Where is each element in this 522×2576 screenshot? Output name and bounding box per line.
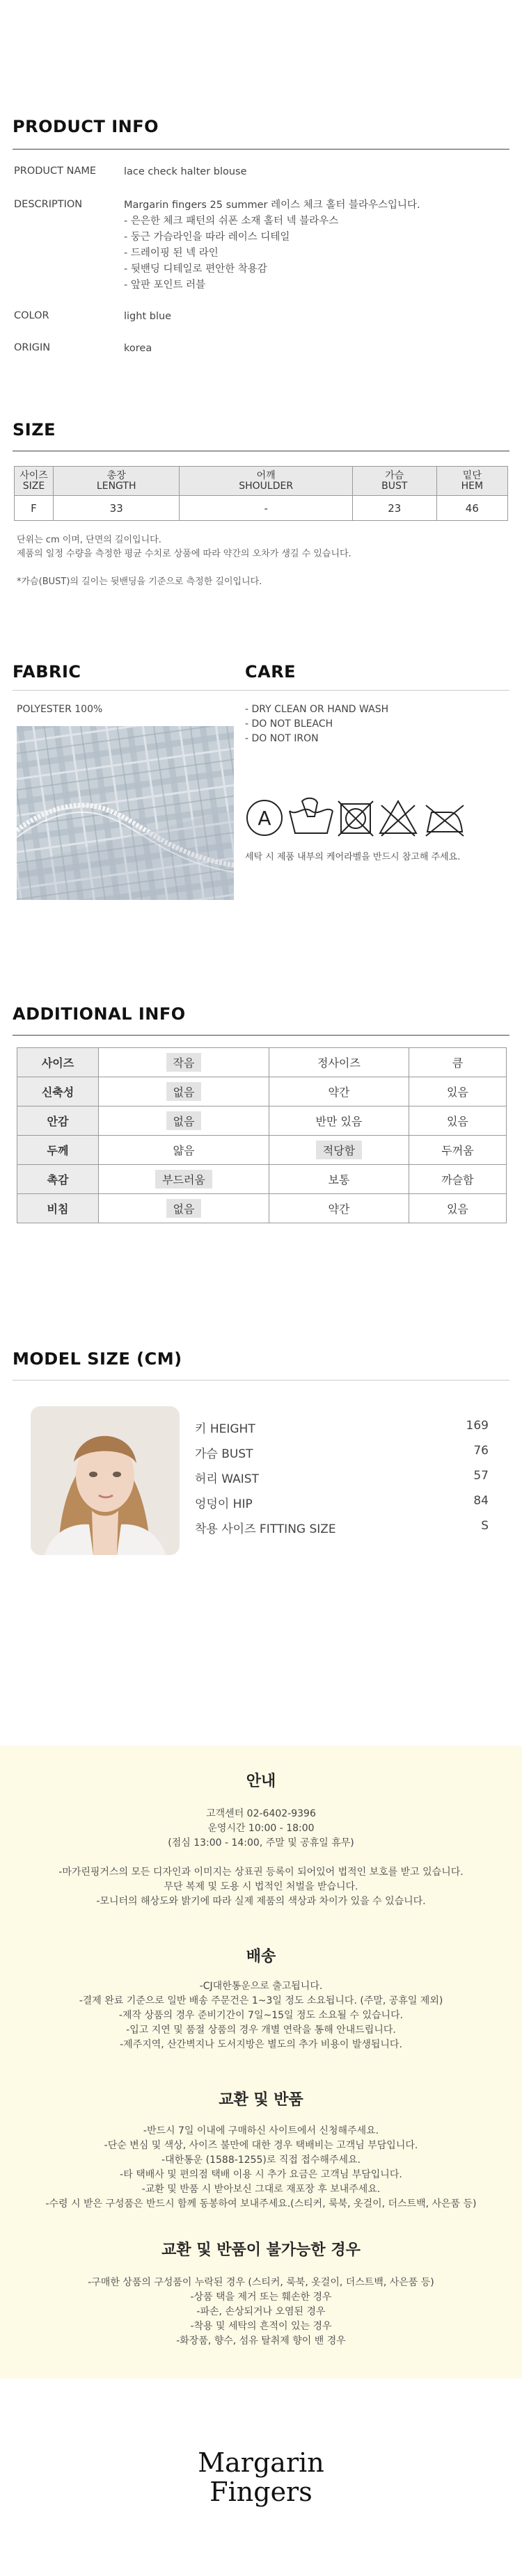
- option-label: 약간: [328, 1086, 350, 1099]
- origin-label: ORIGIN: [14, 342, 51, 353]
- fabric-swatch-image: [17, 726, 234, 900]
- additional-info-option: [409, 1077, 506, 1106]
- additional-info-table: [17, 1047, 507, 1223]
- model-photo: [31, 1406, 180, 1555]
- notice-line: -구매한 상품의 구성품이 누락된 경우 (스티커, 룩북, 옷걸이, 더스트백, 사은품 등): [88, 2277, 434, 2288]
- model-fitting-value: S: [481, 1519, 489, 1533]
- description-line: - 드레이핑 된 넥 라인: [124, 248, 219, 259]
- notice-noexchange-text: [0, 2276, 522, 2349]
- notice-line: (점심 13:00 - 14:00, 주말 및 공휴일 휴무): [168, 1837, 354, 1849]
- option-label: 정사이즈: [317, 1056, 361, 1070]
- no-wring-icon: [338, 801, 373, 836]
- notice-line: -상품 택을 제거 또는 훼손한 경우: [190, 2292, 332, 2303]
- fabric-composition: POLYESTER 100%: [17, 704, 103, 715]
- additional-info-option: [269, 1194, 409, 1223]
- notice-shipping-text: [0, 1979, 522, 2052]
- notice-line: -마가린핑거스의 모든 디자인과 이미지는 상표권 등록이 되어있어 법적인 보호를 받고 있습니다.: [58, 1867, 464, 1878]
- size-cell: F: [15, 496, 54, 521]
- notice-line: -단순 변심 및 색상, 사이즈 불만에 대한 경우 택배비는 고객님 부담입니다.: [104, 2140, 418, 2151]
- selected-option: 작음: [166, 1053, 202, 1072]
- model-hip-label: 엉덩이 HIP: [195, 1497, 253, 1511]
- additional-info-option: [99, 1106, 269, 1136]
- model-waist-label: 허리 WAIST: [195, 1472, 259, 1486]
- care-title: CARE: [245, 662, 296, 682]
- additional-info-option: [409, 1194, 506, 1223]
- notice-line: -모니터의 해상도와 밝기에 따라 실제 제품의 색상과 차이가 있을 수 있습니다.: [96, 1896, 426, 1907]
- color-value: light blue: [124, 311, 172, 322]
- additional-info-label: 신축성: [17, 1077, 99, 1106]
- care-symbols: [245, 796, 468, 840]
- size-note: 제품의 일정 수량을 측정한 평균 수치로 상품에 따라 약간의 오차가 생길 수 있습니다.: [17, 549, 351, 559]
- notice-line: -제주지역, 산간벽지나 도서지방은 별도의 추가 비용이 발생됩니다.: [120, 2039, 402, 2050]
- additional-info-label: 두께: [17, 1136, 99, 1165]
- additional-info-option: [99, 1136, 269, 1165]
- size-header-cell: 사이즈 SIZE: [15, 467, 54, 496]
- size-note: *가슴(BUST)의 길이는 뒷밴딩을 기준으로 측정한 길이입니다.: [17, 577, 262, 587]
- notice-line: [0, 1851, 522, 1865]
- notice-line: -반드시 7일 이내에 구매하신 사이트에서 신청해주세요.: [143, 2125, 379, 2136]
- notice-line: -수령 시 받은 구성품은 반드시 함께 동봉하여 보내주세요.(스티커, 룩북, 옷걸이, 더스트백, 사은품 등): [45, 2198, 477, 2209]
- description-line: - 앞판 포인트 러블: [124, 280, 206, 291]
- care-line: - DO NOT BLEACH: [245, 718, 333, 730]
- length-header-cell: 총장 LENGTH: [54, 467, 180, 496]
- notice-line: 무단 복제 및 도용 시 법적인 처벌을 받습니다.: [164, 1881, 358, 1892]
- size-table: [14, 466, 508, 521]
- brand-logo-line: Fingers: [209, 2477, 313, 2507]
- notice-exchange-title: 교환 및 반품: [219, 2091, 303, 2109]
- brand-logo: [0, 2448, 522, 2506]
- option-label: 약간: [328, 1202, 350, 1216]
- care-line: - DRY CLEAN OR HAND WASH: [245, 704, 389, 715]
- additional-info-row: [17, 1048, 507, 1077]
- notice-line: -화장품, 향수, 섬유 탈취제 향이 밴 경우: [176, 2335, 346, 2346]
- shoulder-header-cell: 어깨 SHOULDER: [180, 467, 353, 496]
- shoulder-cell: -: [180, 496, 353, 521]
- additional-info-option: [409, 1165, 506, 1194]
- description-line: - 은은한 체크 패턴의 쉬폰 소재 홀터 넥 블라우스: [124, 216, 339, 227]
- length-cell: 33: [54, 496, 180, 521]
- option-label: 있음: [446, 1202, 468, 1216]
- notice-guide-text: [0, 1807, 522, 1909]
- option-label: 까슬함: [441, 1173, 474, 1186]
- no-bleach-icon: [380, 801, 416, 836]
- notice-exchange-text: [0, 2124, 522, 2212]
- additional-info-row: [17, 1077, 507, 1106]
- hand-wash-icon: [290, 798, 333, 833]
- svg-text:A: A: [258, 807, 271, 830]
- additional-info-row: [17, 1106, 507, 1136]
- selected-option: 없음: [166, 1082, 202, 1101]
- bust-cell: 23: [352, 496, 436, 521]
- hem-header-cell: 밑단 HEM: [436, 467, 507, 496]
- option-label: 반만 있음: [315, 1115, 363, 1128]
- additional-info-row: [17, 1165, 507, 1194]
- additional-info-rule: [13, 1035, 509, 1036]
- model-hip-value: 84: [473, 1494, 489, 1508]
- brand-logo-line: Margarin: [198, 2447, 324, 2478]
- dry-clean-icon: [247, 800, 282, 835]
- option-label: 보통: [328, 1173, 350, 1186]
- notice-line: -착용 및 세탁의 흔적이 있는 경우: [190, 2321, 332, 2332]
- product-name-label: PRODUCT NAME: [14, 166, 97, 177]
- size-title: SIZE: [13, 420, 56, 440]
- size-table-header: [15, 467, 508, 496]
- notice-line: -교환 및 반품 시 받아보신 그대로 재포장 후 보내주세요.: [141, 2184, 381, 2195]
- additional-info-option: [409, 1048, 506, 1077]
- notice-line: 고객센터 02-6402-9396: [206, 1808, 316, 1819]
- selected-option: 없음: [166, 1199, 202, 1218]
- additional-info-title: ADDITIONAL INFO: [13, 1004, 186, 1024]
- fabric-title: FABRIC: [13, 662, 81, 682]
- option-label: 두꺼움: [441, 1144, 474, 1157]
- model-height-label: 키 HEIGHT: [195, 1422, 255, 1436]
- additional-info-label: 비침: [17, 1194, 99, 1223]
- notice-line: -파손, 손상되거나 오염된 경우: [196, 2306, 326, 2317]
- additional-info-option: [99, 1165, 269, 1194]
- model-fitting-label: 착용 사이즈 FITTING SIZE: [195, 1522, 336, 1536]
- additional-info-row: [17, 1136, 507, 1165]
- care-note: 세탁 시 제품 내부의 케어라벨을 반드시 참고해 주세요.: [245, 852, 461, 862]
- bust-header-cell: 가슴 BUST: [352, 467, 436, 496]
- notice-shipping-title: 배송: [246, 1948, 276, 1965]
- model-bust-label: 가슴 BUST: [195, 1447, 253, 1461]
- product-info-rule: [13, 149, 509, 150]
- option-label: 얇음: [173, 1144, 195, 1157]
- option-label: 큼: [452, 1056, 464, 1070]
- option-label: 있음: [446, 1086, 468, 1099]
- additional-info-label: 사이즈: [17, 1048, 99, 1077]
- description-label: DESCRIPTION: [14, 199, 83, 210]
- product-info-title: PRODUCT INFO: [13, 117, 159, 136]
- description-value: [124, 198, 420, 293]
- additional-info-option: [409, 1106, 506, 1136]
- additional-info-option: [269, 1136, 409, 1165]
- notice-line: -타 택배사 및 편의점 택배 이용 시 추가 요금은 고객님 부담입니다.: [120, 2169, 402, 2180]
- model-size-title: MODEL SIZE (CM): [13, 1349, 182, 1369]
- size-table-row: [15, 496, 508, 521]
- care-line: - DO NOT IRON: [245, 733, 319, 744]
- product-name-value: lace check halter blouse: [124, 166, 247, 177]
- model-bust-value: 76: [473, 1444, 489, 1458]
- additional-info-option: [269, 1048, 409, 1077]
- option-label: 있음: [446, 1115, 468, 1128]
- notice-line: -제작 상품의 경우 준비기간이 7일~15일 정도 소요될 수 있습니다.: [118, 2010, 404, 2021]
- fabric-care-rule: [13, 690, 509, 691]
- additional-info-row: [17, 1194, 507, 1223]
- notice-line: 운영시간 10:00 - 18:00: [207, 1823, 315, 1834]
- additional-info-option: [269, 1106, 409, 1136]
- origin-value: korea: [124, 343, 152, 354]
- additional-info-option: [269, 1077, 409, 1106]
- selected-option: 적당함: [316, 1141, 362, 1159]
- notice-guide-title: 안내: [246, 1773, 276, 1790]
- selected-option: 부드러움: [155, 1170, 212, 1189]
- description-line: - 뒷밴딩 디테일로 편안한 착용감: [124, 264, 267, 275]
- notice-line: -결제 완료 기준으로 일반 배송 주문건은 1~3일 정도 소요됩니다. (주말, 공휴일 제외): [79, 1995, 443, 2006]
- hem-cell: 46: [436, 496, 507, 521]
- description-line: - 둥근 가슴라인을 따라 레이스 디테일: [124, 232, 290, 243]
- no-iron-icon: [426, 805, 464, 836]
- model-waist-value: 57: [473, 1469, 489, 1483]
- description-line: Margarin fingers 25 summer 레이스 체크 홀터 블라우스입니다.: [124, 200, 420, 211]
- notice-noexchange-title: 교환 및 반품이 불가능한 경우: [161, 2241, 361, 2259]
- additional-info-option: [99, 1077, 269, 1106]
- additional-info-label: 안감: [17, 1106, 99, 1136]
- notice-line: -CJ대한통운으로 출고됩니다.: [199, 1981, 323, 1992]
- additional-info-option: [269, 1165, 409, 1194]
- additional-info-option: [99, 1048, 269, 1077]
- model-height-value: 169: [466, 1419, 489, 1433]
- additional-info-option: [409, 1136, 506, 1165]
- selected-option: 없음: [166, 1111, 202, 1130]
- additional-info-option: [99, 1194, 269, 1223]
- notice-line: -대한통운 (1588-1255)로 직접 접수해주세요.: [161, 2155, 361, 2166]
- notice-line: -입고 지연 및 품절 상품의 경우 개별 연락을 통해 안내드립니다.: [126, 2024, 396, 2036]
- size-note: 단위는 cm 이며, 단면의 길이입니다.: [17, 535, 161, 545]
- additional-info-label: 촉감: [17, 1165, 99, 1194]
- color-label: COLOR: [14, 310, 49, 321]
